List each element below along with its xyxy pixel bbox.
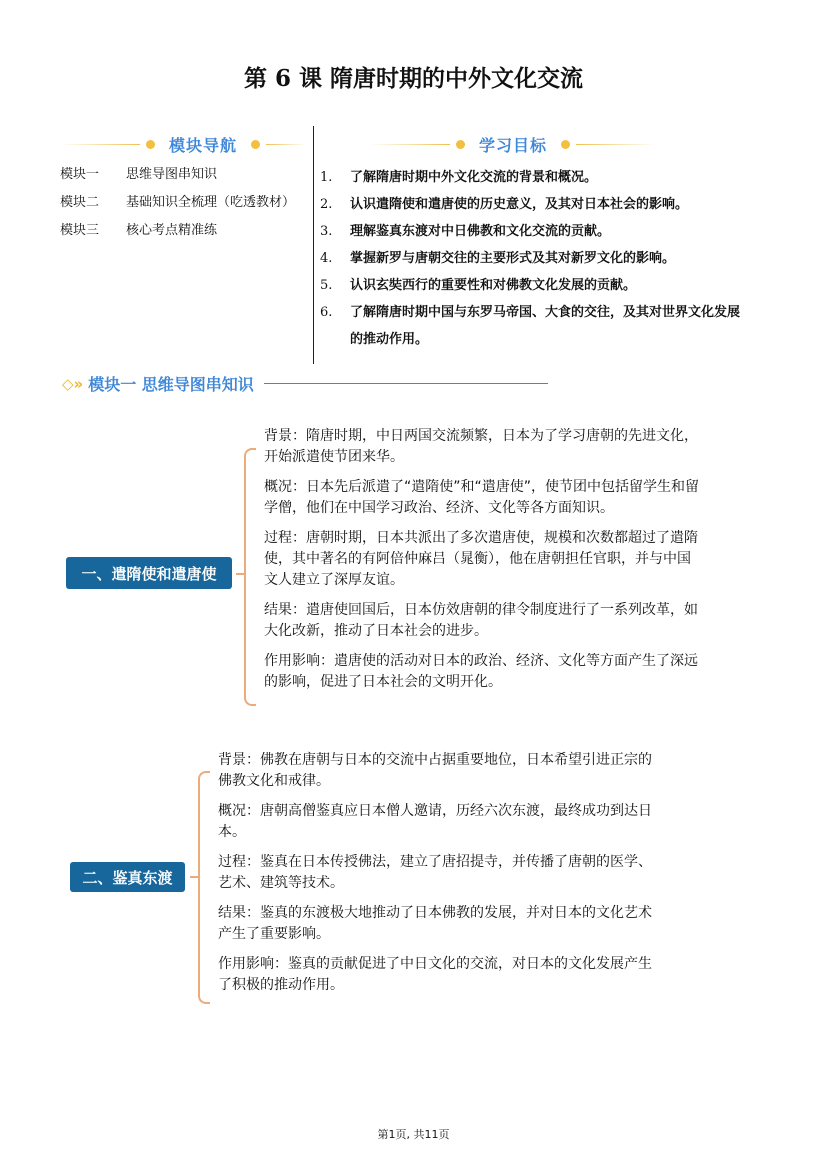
goal-item (320, 245, 740, 272)
module-label: 基础知识全梳理（吃透教材） (126, 195, 296, 210)
goal-number: 2. (320, 197, 333, 212)
section-header (62, 372, 548, 395)
branch-impact: 作用影响：遣唐使的活动对日本的政治、经济、文化等方面产生了深远的影响，促进了日本社会的文明开化。 (264, 653, 698, 690)
goal-item (320, 299, 740, 353)
goal-item (320, 191, 740, 218)
module-label: 核心考点精准练 (126, 223, 218, 238)
mindmap-bracket (244, 448, 256, 706)
branch-overview: 概况：日本先后派遣了“遣隋使”和“遣唐使”，使节团中包括留学生和留学僧，他们在中国学习政治、经济、文化等各方面知识。 (264, 479, 700, 516)
header-dot-left (146, 140, 155, 149)
learning-goals-title: 学习目标 (479, 135, 548, 155)
mindmap-node-jianzhen: 二、鉴真东渡 (70, 862, 185, 892)
mindmap-bracket (198, 771, 210, 1004)
mindmap-node-envoys: 一、遣隋使和遣唐使 (66, 557, 232, 589)
section-title: 模块一 思维导图串知识 (88, 375, 254, 394)
section-underline (264, 383, 548, 384)
mindmap-bracket-tick (190, 876, 198, 878)
header-dot-right (561, 140, 570, 149)
module-list (60, 163, 295, 247)
module-number: 模块三 (60, 223, 100, 238)
branch-result: 结果：鉴真的东渡极大地推动了日本佛教的发展，并对日本的文化艺术产生了重要影响。 (218, 905, 652, 942)
module-nav-header (60, 132, 306, 156)
goal-text: 理解鉴真东渡对中日佛教和文化交流的贡献。 (350, 224, 611, 239)
header-line-right (266, 144, 306, 145)
goal-list (320, 164, 740, 353)
branch-background: 背景：隋唐时期，中日两国交流频繁，日本为了学习唐朝的先进文化，开始派遣使节团来华。 (264, 428, 698, 465)
column-divider (313, 126, 314, 364)
header-dot-right (251, 140, 260, 149)
branch-impact: 作用影响：鉴真的贡献促进了中日文化的交流，对日本的文化发展产生了积极的推动作用。 (218, 956, 652, 993)
branch-background: 背景：佛教在唐朝与日本的交流中占据重要地位，日本希望引进正宗的佛教文化和戒律。 (218, 752, 652, 789)
branch-result: 结果：遣唐使回国后，日本仿效唐朝的律令制度进行了一系列改革，如大化改新，推动了日本社会的进步。 (264, 602, 698, 639)
goal-number: 3. (320, 224, 333, 239)
header-dot-left (456, 140, 465, 149)
goal-text: 认识玄奘西行的重要性和对佛教文化发展的贡献。 (350, 278, 637, 293)
module-item[interactable] (60, 163, 295, 191)
goal-number: 6. (320, 305, 333, 320)
page-footer: 第1页, 共11页 (377, 1128, 450, 1141)
module-label: 思维导图串知识 (126, 167, 218, 182)
goal-number: 4. (320, 251, 333, 266)
branch-overview: 概况：唐朝高僧鉴真应日本僧人邀请，历经六次东渡，最终成功到达日本。 (218, 803, 652, 840)
module-item[interactable] (60, 191, 295, 219)
goal-item (320, 218, 740, 245)
module-number: 模块二 (60, 195, 100, 210)
page-title: 第 6 课 隋唐时期的中外文化交流 (243, 65, 584, 92)
module-nav-title: 模块导航 (169, 135, 238, 155)
goal-text: 认识遣隋使和遣唐使的历史意义，及其对日本社会的影响。 (350, 197, 689, 212)
goal-item (320, 164, 740, 191)
goal-text: 掌握新罗与唐朝交往的主要形式及其对新罗文化的影响。 (350, 251, 676, 266)
module-item[interactable] (60, 219, 295, 247)
module-number: 模块一 (60, 167, 100, 182)
header-line-right (576, 144, 656, 145)
branch-process: 过程：唐朝时期，日本共派出了多次遣唐使，规模和次数都超过了遣隋使，其中著名的有阿倍仲麻吕（晁衡），他在唐朝担任官职，并与中国文人建立了深厚友谊。 (264, 530, 698, 588)
header-line-left (370, 144, 450, 145)
goal-text: 了解隋唐时期中国与东罗马帝国、大食的交往，及其对世界文化发展的推动作用。 (350, 305, 741, 347)
goal-number: 5. (320, 278, 333, 293)
mindmap-bracket-tick (236, 573, 244, 575)
branch-process: 过程：鉴真在日本传授佛法，建立了唐招提寺，并传播了唐朝的医学、艺术、建筑等技术。 (218, 854, 652, 891)
mindmap-branch-jianzhen (218, 750, 658, 996)
goal-item (320, 272, 740, 299)
goal-text: 了解隋唐时期中外文化交流的背景和概况。 (350, 170, 598, 185)
double-chevron-icon: ◇» (62, 374, 84, 393)
goal-number: 1. (320, 170, 333, 185)
mindmap-branch-envoys (264, 426, 704, 693)
header-line-left (60, 144, 140, 145)
learning-goals-header (370, 132, 656, 156)
